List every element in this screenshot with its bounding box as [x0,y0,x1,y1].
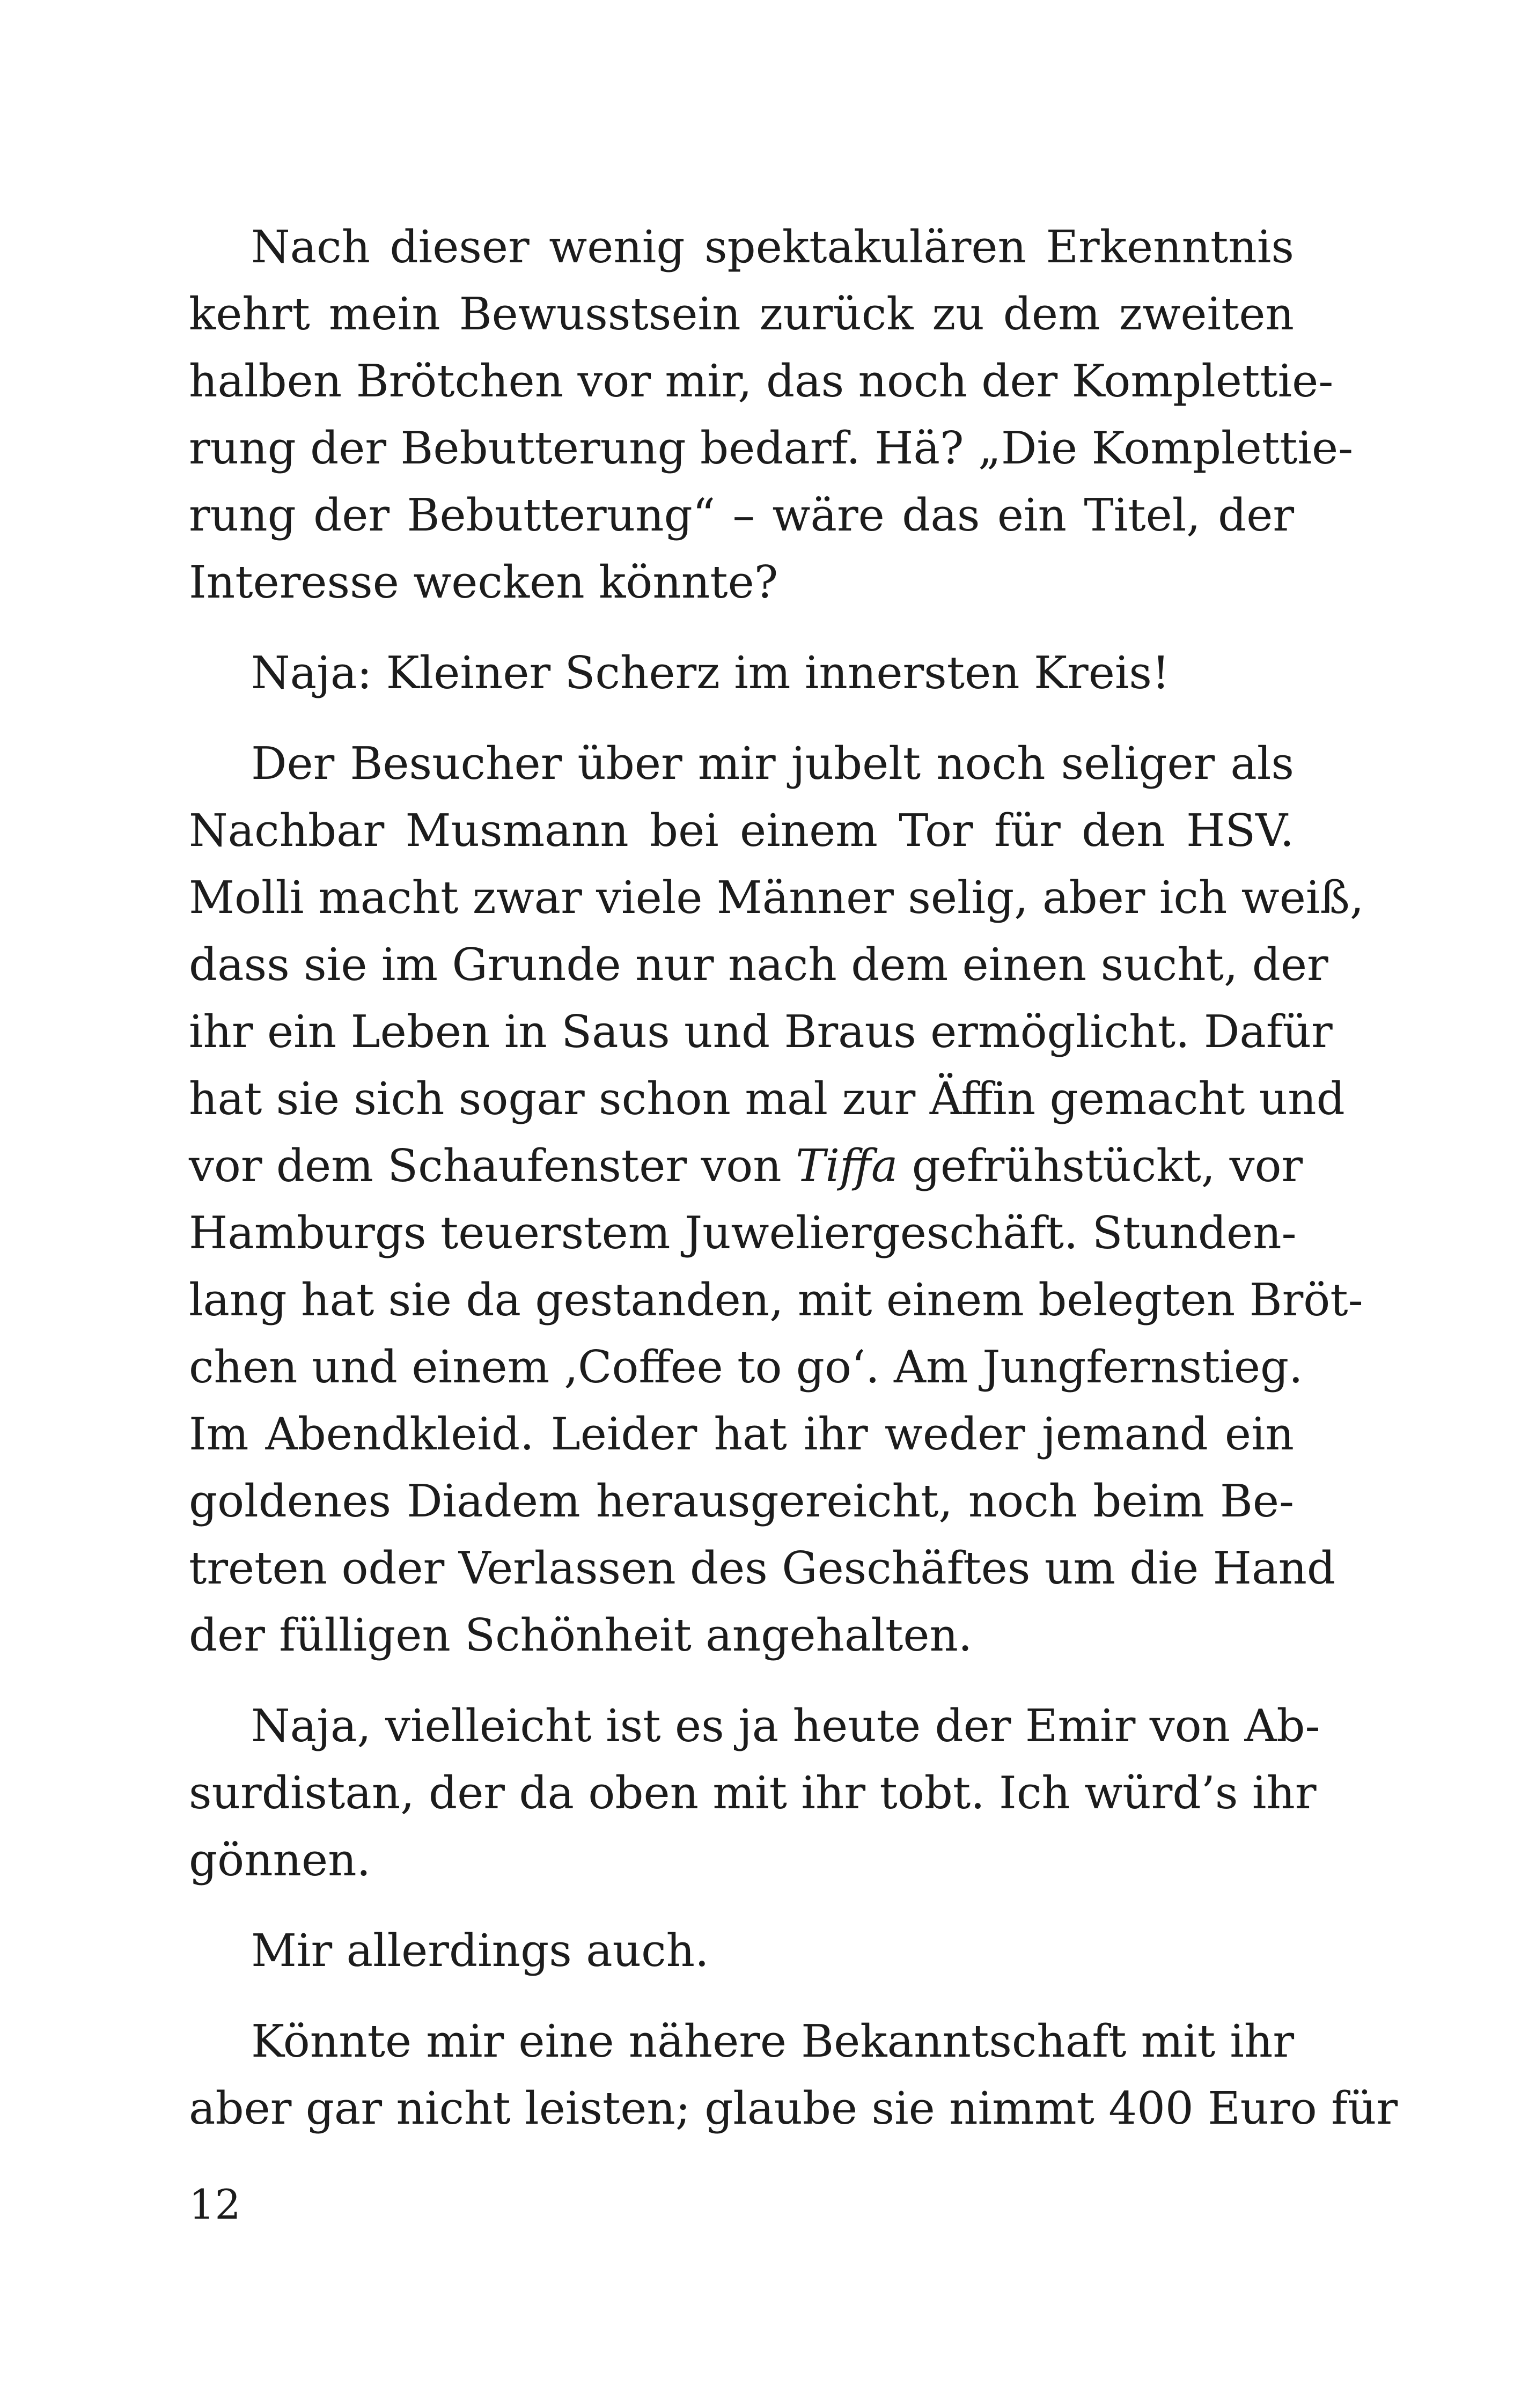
text-line: halben Brötchen vor mir, das noch der Komplettie- [189,355,1334,407]
text-segment: vor dem Schaufenster von [189,1140,796,1192]
text-line: rung der Bebutterung“ – wäre das ein Titel, der [189,489,1294,541]
text-line: Molli macht zwar viele Männer selig, aber ich weiß, [189,872,1364,924]
text-line: Der Besucher über mir jubelt noch seliger als [251,738,1294,790]
text-line: goldenes Diadem herausgereicht, noch beim Be- [189,1475,1294,1527]
text-line: Naja: Kleiner Scherz im innersten Kreis! [251,647,1170,699]
text-line: Mir allerdings auch. [251,1925,709,1977]
paragraph-spacer [189,1669,1294,1692]
text-line: Nach dieser wenig spektakulären Erkenntnis [251,221,1294,273]
text-line: rung der Bebutterung bedarf. Hä? „Die Komplettie- [189,422,1354,474]
text-line: lang hat sie da gestanden, mit einem belegten Bröt- [189,1274,1363,1326]
paragraph-spacer [189,1984,1294,2008]
paragraph-spacer [189,706,1294,730]
text-line: Im Abendkleid. Leider hat ihr weder jemand ein [189,1408,1294,1460]
paragraph-spacer [189,616,1294,639]
text-line: gönnen. [189,1834,371,1886]
text-line: hat sie sich sogar schon mal zur Äffin gemacht und [189,1073,1345,1125]
paragraph [189,2008,1398,2142]
text-line: Hamburgs teuerstem Juweliergeschäft. Stunden- [189,1207,1297,1259]
paragraph [189,1692,1320,1894]
text-line: aber gar nicht leisten; glaube sie nimmt 400 Euro für [189,2082,1398,2134]
text-line: kehrt mein Bewusstsein zurück zu dem zweiten [189,288,1294,340]
italic-brand-name: Tiffa [796,1140,898,1192]
text-line: ihr ein Leben in Saus und Braus ermöglicht. Dafür [189,1006,1333,1058]
text-line: treten oder Verlassen des Geschäftes um die Hand [189,1542,1336,1594]
text-segment: gefrühstückt, vor [898,1140,1303,1192]
paragraph [189,213,1354,616]
body-text [189,213,1398,2142]
paragraph [189,1917,1294,1984]
text-line: Könnte mir eine nähere Bekanntschaft mit ihr [251,2015,1294,2067]
paragraph [189,730,1364,1669]
text-line: Naja, vielleicht ist es ja heute der Emir von Ab- [251,1700,1320,1752]
text-line: surdistan, der da oben mit ihr tobt. Ich würd’s ihr [189,1767,1317,1819]
text-line: Nachbar Musmann bei einem Tor für den HSV. [189,805,1294,857]
page-number: 12 [189,2181,241,2228]
paragraph [189,639,1294,706]
text-line [189,1132,1303,1199]
text-line: dass sie im Grunde nur nach dem einen sucht, der [189,939,1328,991]
paragraph-spacer [189,1894,1294,1917]
text-line: der fülligen Schönheit angehalten. [189,1609,973,1661]
text-line: chen und einem ‚Coffee to go‘. Am Jungfernstieg. [189,1341,1303,1393]
text-line: Interesse wecken könnte? [189,556,778,608]
